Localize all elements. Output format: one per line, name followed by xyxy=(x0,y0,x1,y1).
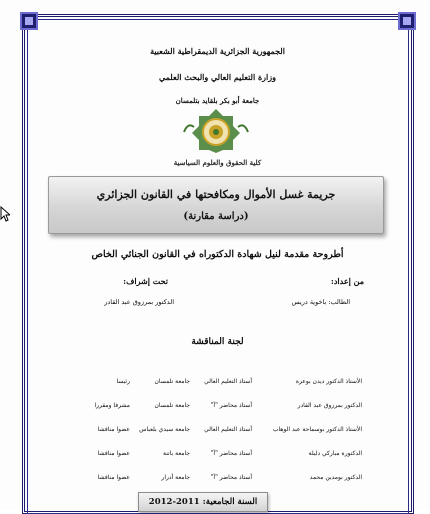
member-name: الأستاذ الدكتور بوسماحة عبد الوهاب xyxy=(272,426,362,433)
member-rank: أستاذ التعليم العالي xyxy=(204,378,252,385)
member-university: جامعة أدرار xyxy=(161,474,190,481)
member-university: جامعة سيدي بلعباس xyxy=(139,426,190,433)
mouse-pointer-icon xyxy=(0,206,10,222)
committee-title: لجنة المناقشة xyxy=(191,337,244,347)
member-rank: أستاذ التعليم العالي xyxy=(204,426,252,433)
page-border-inner xyxy=(27,19,409,514)
member-rank: أستاذ محاضر "أ" xyxy=(210,474,252,481)
committee-row xyxy=(70,450,362,462)
thesis-title: جريمة غسل الأموال ومكافحتها في القانون الجزائري xyxy=(96,188,336,201)
committee-row xyxy=(70,474,362,486)
university-name: جامعة أبو بكر بلقايد بتلمسان xyxy=(175,96,260,105)
member-name: الدكتور بمرزوق عبد القادر xyxy=(297,402,362,409)
member-rank: أستاذ محاضر "أ" xyxy=(210,450,252,457)
academic-year: السنة الجامعية: 2011-2012 xyxy=(138,492,268,512)
member-name: الدكتورة مباركي دليلة xyxy=(308,450,362,457)
member-role: عضوا مناقشا xyxy=(97,474,130,481)
member-name: الدكتور بومدين محمد xyxy=(309,474,362,481)
member-name: الأستاذ الدكتور ديدن بوعزة xyxy=(295,378,362,385)
prepared-by-label: من إعداد: xyxy=(330,276,364,286)
member-university: جامعة تلمسان xyxy=(154,402,190,409)
committee-row xyxy=(70,402,362,414)
faculty-name: كلية الحقوق والعلوم السياسية xyxy=(173,158,262,167)
republic-heading: الجمهورية الجزائرية الديمقراطية الشعبية xyxy=(150,46,285,56)
member-role: عضوا مناقشا xyxy=(97,450,130,457)
member-rank: أستاذ محاضر "أ" xyxy=(210,402,252,409)
member-university: جامعة تلمسان xyxy=(154,378,190,385)
corner-ornament-icon xyxy=(20,12,38,30)
member-role: مشرفا ومقررا xyxy=(94,402,130,409)
thesis-title-box xyxy=(48,176,384,234)
supervisor-label: تحت إشراف: xyxy=(123,276,168,286)
ministry-heading: وزارة التعليم العالي والبحث العلمي xyxy=(159,72,276,82)
member-university: جامعة باتنة xyxy=(163,450,190,457)
member-role: عضوا مناقشا xyxy=(97,426,130,433)
thesis-subtitle: (دراسة مقارنة) xyxy=(183,211,249,222)
thesis-type: أطروحة مقدمة لنيل شهادة الدكتوراه في القانون الجنائي الخاص xyxy=(91,249,344,260)
committee-row xyxy=(70,426,362,438)
university-emblem-icon xyxy=(176,107,256,153)
supervisor-name: الدكتور بمرزوق عبد القادر xyxy=(104,298,174,306)
committee-row xyxy=(70,378,362,390)
corner-ornament-icon xyxy=(398,12,416,30)
member-role: رئيسا xyxy=(116,378,130,385)
student-name: الطالب: باخوية دريس xyxy=(291,298,350,306)
